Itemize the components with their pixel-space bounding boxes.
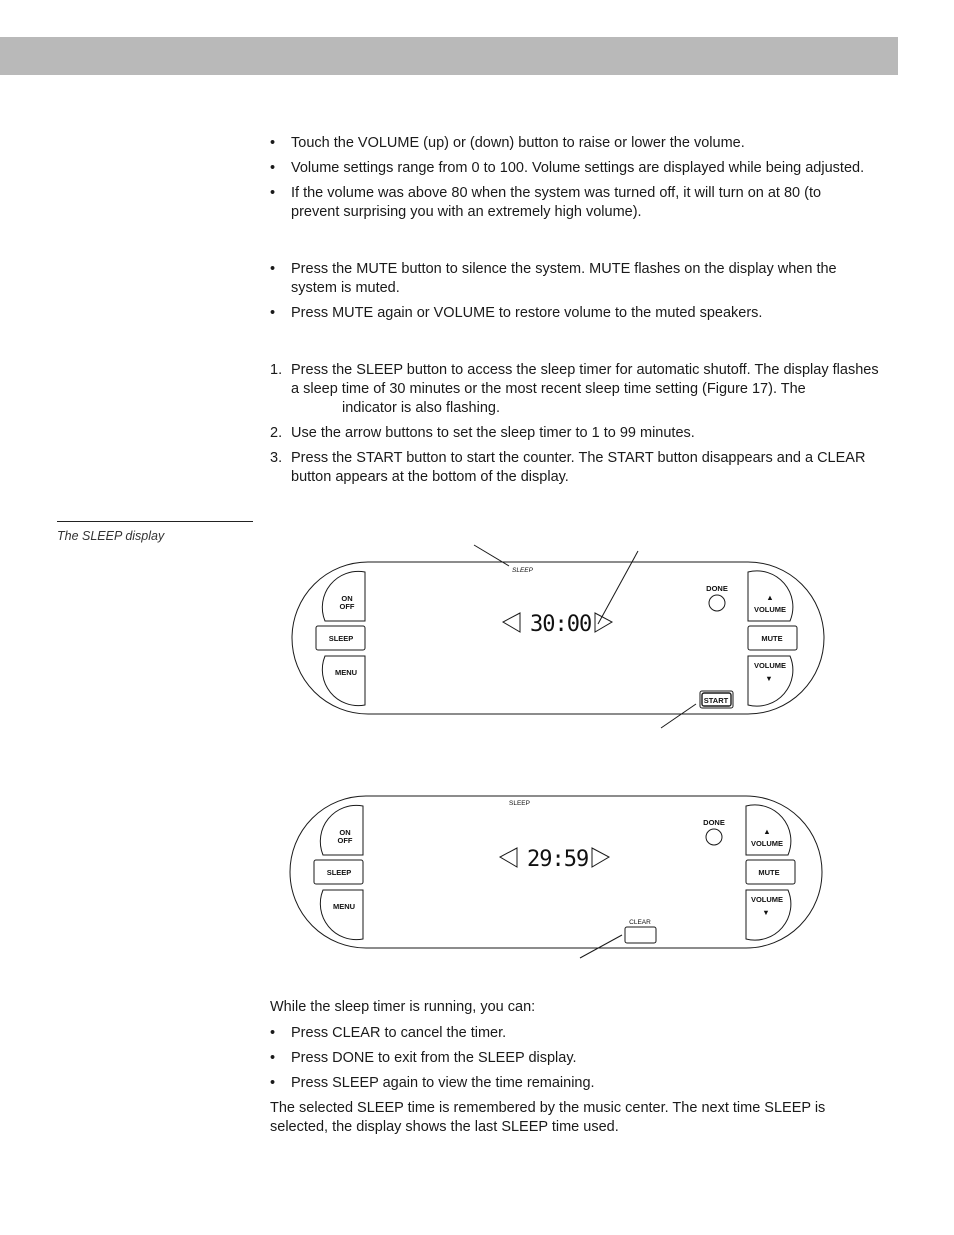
off-label-2: OFF: [337, 836, 353, 845]
bullet-mark: •: [270, 135, 276, 151]
sleep-indicator-2: SLEEP: [509, 800, 530, 807]
clear-label-2: CLEAR: [629, 919, 651, 926]
running-bullet-1: Press CLEAR to cancel the timer.: [291, 1025, 507, 1041]
sleep-step-1-cont: indicator is also flashing.: [342, 400, 500, 416]
callout-line-clear: [580, 935, 622, 958]
bullet-mark: •: [270, 1025, 276, 1041]
step-number: 2.: [270, 425, 283, 441]
up-arrow-icon: ▲: [766, 593, 774, 602]
sleep-step-1-text: Press the SLEEP button to access the sleep timer for automatic shutoff. The display flashes a sleep time of 30 minutes or the most recent sleep time setting (Figure 17). The: [291, 362, 879, 397]
right-arrow-1: [595, 613, 612, 632]
volume-bullet-2: Volume settings range from 0 to 100. Volume settings are displayed while being adjusted.: [291, 160, 865, 176]
menu-button-2: [320, 890, 363, 940]
sleep-label-2: SLEEP: [326, 868, 352, 877]
down-arrow-icon: ▼: [765, 674, 773, 683]
bullet-mark: •: [270, 1050, 276, 1066]
figure-caption: The SLEEP display: [57, 529, 165, 543]
volume-up-label-2: VOLUME: [750, 839, 784, 848]
closing-paragraph: The selected SLEEP time is remembered by the music center. The next time SLEEP is selected, the display shows the last SLEEP time used.: [270, 1100, 826, 1135]
volume-bullet-1: Touch the VOLUME (up) or (down) button to raise or lower the volume.: [291, 135, 745, 151]
clear-button-2: [625, 927, 656, 943]
done-label-1: DONE: [706, 584, 728, 593]
done-label-2: DONE: [703, 818, 725, 827]
on-label-2: ON: [339, 828, 351, 837]
time-readout-1: 30:00: [530, 612, 592, 637]
display-2-outline: [290, 796, 822, 948]
running-intro: While the sleep timer is running, you can:: [270, 999, 536, 1015]
left-arrow-2: [500, 848, 517, 867]
volume-down-label-2: VOLUME: [750, 895, 784, 904]
mute-label-1: MUTE: [761, 634, 783, 643]
bullet-mark: •: [270, 160, 276, 176]
bullet-mark: •: [270, 261, 276, 277]
volume-down-label-1: VOLUME: [753, 661, 787, 670]
menu-label-2: MENU: [332, 902, 356, 911]
time-readout-2: 29:59: [527, 847, 589, 872]
mute-label-2: MUTE: [758, 868, 780, 877]
running-bullet-2: Press DONE to exit from the SLEEP display.: [291, 1050, 577, 1066]
step-number: 3.: [270, 450, 283, 466]
running-bullet-3: Press SLEEP again to view the time remaining.: [291, 1075, 595, 1091]
done-button-2: [706, 829, 722, 845]
off-label-1: OFF: [339, 602, 355, 611]
callout-line-sleep: [474, 545, 509, 566]
volume-bullet-3: If the volume was above 80 when the system was turned off, it will turn on at 80 (to prevent surprising you with an extremely high volume).: [291, 185, 822, 220]
volume-up-label-1: VOLUME: [753, 605, 787, 614]
bullet-mark: •: [270, 305, 276, 321]
sleep-indicator-1: SLEEP: [512, 567, 533, 574]
mute-bullet-1: Press the MUTE button to silence the system. MUTE flashes on the display when the system is muted.: [291, 261, 837, 296]
left-arrow-1: [503, 613, 520, 632]
sleep-step-2: Use the arrow buttons to set the sleep timer to 1 to 99 minutes.: [291, 425, 695, 441]
bullet-mark: •: [270, 1075, 276, 1091]
on-label-1: ON: [341, 594, 353, 603]
sleep-label-1: SLEEP: [328, 634, 354, 643]
up-arrow-icon: ▲: [763, 827, 771, 836]
sleep-step-3: Press the START button to start the counter. The START button disappears and a CLEAR button appears at the bottom of the display.: [291, 450, 866, 485]
right-arrow-2: [592, 848, 609, 867]
down-arrow-icon: ▼: [762, 908, 770, 917]
start-label-1: START: [703, 696, 729, 705]
done-button-1: [709, 595, 725, 611]
callout-line-start: [661, 704, 696, 728]
mute-bullet-2: Press MUTE again or VOLUME to restore volume to the muted speakers.: [291, 305, 763, 321]
display-1-outline: [292, 562, 824, 714]
step-number: 1.: [270, 362, 283, 378]
menu-button-1: [322, 656, 365, 706]
menu-label-1: MENU: [334, 668, 358, 677]
bullet-mark: •: [270, 185, 276, 201]
